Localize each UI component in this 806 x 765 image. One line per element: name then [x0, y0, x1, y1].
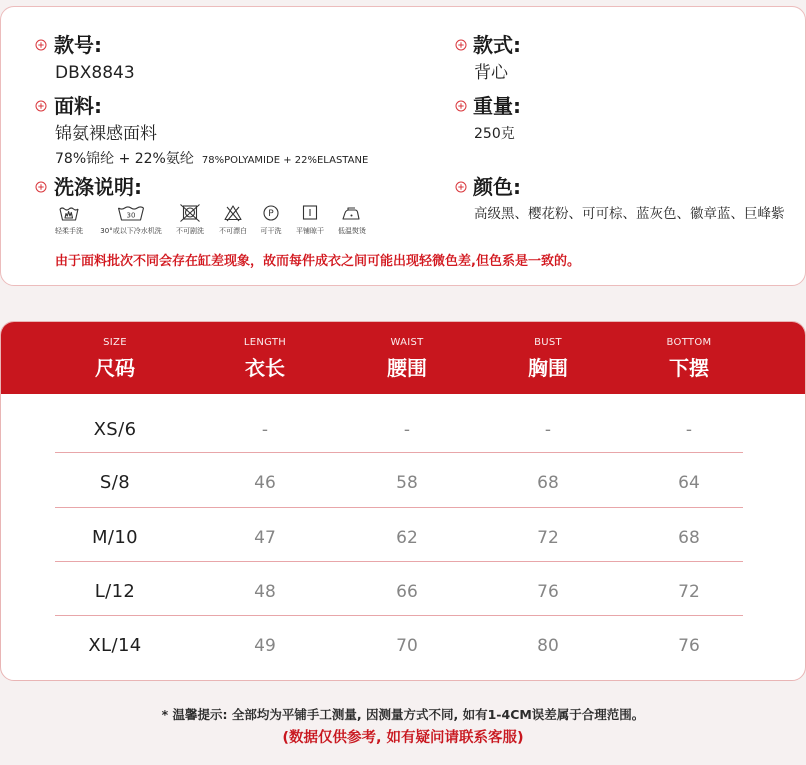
- style-value: 背心: [474, 63, 508, 83]
- length-cell: 46: [254, 473, 276, 493]
- table-row: [1, 410, 805, 450]
- column-header-cn: 下摆: [669, 356, 709, 380]
- style-label: 款式:: [473, 33, 521, 57]
- size-cell: S/8: [99, 472, 131, 493]
- care-item-label: 低温熨烫: [338, 227, 366, 235]
- machine-wash-30-icon: [117, 204, 145, 222]
- circle-plus-icon: [35, 39, 47, 51]
- iron-low-icon: [341, 204, 361, 222]
- bottom-cell: 76: [678, 636, 700, 656]
- care-label: 洗涤说明:: [54, 175, 142, 199]
- column-header-en: SIZE: [103, 337, 127, 348]
- weight-label: 重量:: [473, 94, 521, 118]
- size-table-header: [1, 322, 805, 394]
- color-label: 颜色:: [473, 175, 521, 199]
- length-cell: 48: [254, 582, 276, 602]
- care-item-label: 轻柔手洗: [55, 227, 83, 235]
- dry-flat-icon: [300, 204, 320, 222]
- care-item-label: 不可剧洗: [176, 227, 204, 235]
- composition-en: 78%POLYAMIDE + 22%ELASTANE: [201, 155, 369, 166]
- size-cell: L/12: [94, 581, 136, 602]
- column-header-en: LENGTH: [243, 337, 287, 348]
- wash-temp-label: 30: [126, 211, 136, 220]
- column-header-cn: 衣长: [245, 356, 285, 380]
- circle-plus-icon: [455, 39, 467, 51]
- waist-cell: -: [403, 420, 411, 440]
- column-header-cn: 胸围: [528, 356, 568, 380]
- dry-clean-icon: [261, 204, 281, 222]
- column-header-en: WAIST: [390, 337, 424, 348]
- length-cell: 49: [254, 636, 276, 656]
- length-cell: 47: [254, 528, 276, 548]
- dry-clean-symbol: P: [268, 209, 274, 220]
- column-header-en: BUST: [534, 337, 562, 348]
- circle-plus-icon: [455, 181, 467, 193]
- hand-wash-icon: [58, 204, 80, 222]
- fabric-name: 锦氨裸感面料: [55, 124, 157, 144]
- product-info-card: [0, 6, 806, 286]
- bust-cell: 72: [537, 528, 559, 548]
- care-item-label: 平铺晾干: [296, 227, 324, 235]
- size-cell: M/10: [91, 527, 139, 548]
- color-value: 高级黑、樱花粉、可可棕、蓝灰色、徽章蓝、巨峰紫: [474, 206, 785, 222]
- table-row: [1, 518, 805, 558]
- row-divider: [55, 507, 743, 508]
- composition-cn: 78%锦纶 + 22%氨纶: [55, 151, 194, 167]
- row-divider: [55, 615, 743, 616]
- column-header-cn: 腰围: [387, 356, 427, 380]
- column-header-en: BOTTOM: [666, 337, 712, 348]
- column-header-cn: 尺码: [95, 356, 135, 380]
- table-row: [1, 572, 805, 612]
- waist-cell: 66: [396, 582, 418, 602]
- style-no-value: DBX8843: [55, 63, 135, 83]
- care-item-label: 30°或以下冷水机洗: [100, 227, 162, 235]
- care-item-label: 可干洗: [260, 227, 282, 235]
- reference-note: (数据仅供参考, 如有疑问请联系客服): [282, 730, 524, 746]
- row-divider: [55, 452, 743, 453]
- length-cell: -: [261, 420, 269, 440]
- bottom-cell: 64: [678, 473, 700, 493]
- style-no-label: 款号:: [54, 33, 102, 57]
- waist-cell: 62: [396, 528, 418, 548]
- no-bleach-icon: [223, 204, 243, 222]
- measurement-tip: * 温馨提示: 全部均为平铺手工测量, 因测量方式不同, 如有1-4CM误差属于合理范围。: [161, 707, 645, 722]
- fabric-composition: [55, 148, 368, 171]
- bust-cell: 80: [537, 636, 559, 656]
- circle-plus-icon: [35, 100, 47, 112]
- waist-cell: 70: [396, 636, 418, 656]
- size-cell: XS/6: [93, 419, 137, 440]
- size-cell: XL/14: [88, 635, 142, 656]
- size-table: [0, 321, 806, 681]
- circle-plus-icon: [455, 100, 467, 112]
- care-item-label: 不可漂白: [219, 227, 247, 235]
- table-row: [1, 463, 805, 503]
- row-divider: [55, 561, 743, 562]
- weight-value: 250克: [474, 126, 515, 142]
- bottom-cell: 68: [678, 528, 700, 548]
- table-row: [1, 626, 805, 666]
- bust-cell: 68: [537, 473, 559, 493]
- bust-cell: -: [544, 420, 552, 440]
- waist-cell: 58: [396, 473, 418, 493]
- bottom-cell: -: [685, 420, 693, 440]
- color-variance-notice: 由于面料批次不同会存在缸差现象，故而每件成衣之间可能出现轻微色差,但色系是一致的。: [55, 254, 580, 269]
- fabric-label: 面料:: [54, 94, 102, 118]
- bottom-cell: 72: [678, 582, 700, 602]
- bust-cell: 76: [537, 582, 559, 602]
- no-tumble-dry-icon: [179, 204, 201, 222]
- circle-plus-icon: [35, 181, 47, 193]
